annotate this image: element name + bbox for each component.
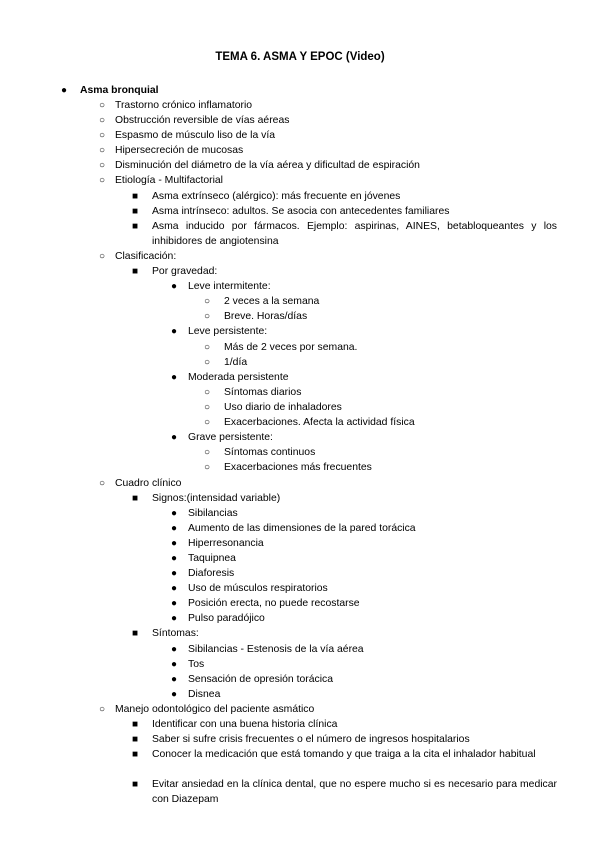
list-item: Síntomas:	[152, 628, 199, 639]
list-item: Taquipnea	[188, 553, 236, 564]
circle-bullet-icon: ○	[98, 100, 106, 111]
list-item: 1/día	[224, 357, 248, 368]
disc-bullet-icon: ●	[170, 568, 178, 579]
square-bullet-icon: ■	[131, 493, 139, 504]
list-item: Exacerbaciones más frecuentes	[224, 462, 372, 473]
disc-bullet-icon: ●	[170, 659, 178, 670]
list-item: Uso diario de inhaladores	[224, 402, 342, 413]
square-bullet-icon: ■	[131, 719, 139, 730]
disc-bullet-icon: ●	[170, 432, 178, 443]
circle-bullet-icon: ○	[203, 402, 211, 413]
disc-bullet-icon: ●	[170, 508, 178, 519]
square-bullet-icon: ■	[131, 779, 139, 790]
disc-bullet-icon: ●	[170, 644, 178, 655]
circle-bullet-icon: ○	[203, 462, 211, 473]
list-item: Trastorno crónico inflamatorio	[115, 100, 253, 111]
list-item: Diaforesis	[188, 568, 235, 579]
circle-bullet-icon: ○	[98, 130, 106, 141]
page-title: TEMA 6. ASMA Y EPOC (Video)	[215, 51, 385, 63]
circle-bullet-icon: ○	[98, 175, 106, 186]
disc-bullet-icon: ●	[170, 523, 178, 534]
list-item: Hiperresonancia	[188, 538, 264, 549]
disc-bullet-icon: ●	[170, 583, 178, 594]
circle-bullet-icon: ○	[98, 704, 106, 715]
square-bullet-icon: ■	[131, 206, 139, 217]
list-item: Signos:(intensidad variable)	[152, 493, 281, 504]
disc-bullet-icon: ●	[60, 85, 68, 96]
list-item: Asma extrínseco (alérgico): más frecuente en jóvenes	[152, 191, 401, 202]
list-item: Sibilancias - Estenosis de la vía aérea	[188, 644, 364, 655]
disc-bullet-icon: ●	[170, 674, 178, 685]
list-item: Sibilancias	[188, 508, 238, 519]
disc-bullet-icon: ●	[170, 326, 178, 337]
circle-bullet-icon: ○	[203, 387, 211, 398]
list-item: Sensación de opresión torácica	[188, 674, 333, 685]
square-bullet-icon: ■	[131, 628, 139, 639]
list-item: Evitar ansiedad en la clínica dental, que no espere mucho si es necesario para medicar con Diazepam	[152, 779, 557, 805]
disc-bullet-icon: ●	[170, 281, 178, 292]
square-bullet-icon: ■	[131, 191, 139, 202]
disc-bullet-icon: ●	[170, 553, 178, 564]
list-item: Saber si sufre crisis frecuentes o el número de ingresos hospitalarios	[152, 734, 470, 745]
disc-bullet-icon: ●	[170, 613, 178, 624]
list-item: Posición erecta, no puede recostarse	[188, 598, 360, 609]
circle-bullet-icon: ○	[203, 447, 211, 458]
list-item: Aumento de las dimensiones de la pared torácica	[188, 523, 416, 534]
list-item: Síntomas continuos	[224, 447, 316, 458]
disc-bullet-icon: ●	[170, 538, 178, 549]
disc-bullet-icon: ●	[170, 598, 178, 609]
list-item: Uso de músculos respiratorios	[188, 583, 328, 594]
list-item: Más de 2 veces por semana.	[224, 342, 358, 353]
list-item: Identificar con una buena historia clínica	[152, 719, 338, 730]
circle-bullet-icon: ○	[203, 296, 211, 307]
circle-bullet-icon: ○	[203, 342, 211, 353]
list-item: Grave persistente:	[188, 432, 273, 443]
list-item: Leve intermitente:	[188, 281, 271, 292]
list-item: Síntomas diarios	[224, 387, 302, 398]
circle-bullet-icon: ○	[98, 478, 106, 489]
circle-bullet-icon: ○	[98, 251, 106, 262]
circle-bullet-icon: ○	[98, 115, 106, 126]
list-item: Espasmo de músculo liso de la vía	[115, 130, 275, 141]
disc-bullet-icon: ●	[170, 689, 178, 700]
list-item: Asma inducido por fármacos. Ejemplo: aspirinas, AINES, betabloqueantes y los inhibidores de angiotensina	[152, 221, 557, 247]
list-item: 2 veces a la semana	[224, 296, 320, 307]
list-item: Hipersecreción de mucosas	[115, 145, 244, 156]
circle-bullet-icon: ○	[203, 357, 211, 368]
disc-bullet-icon: ●	[170, 372, 178, 383]
list-item: Asma intrínseco: adultos. Se asocia con antecedentes familiares	[152, 206, 450, 217]
list-item: Disminución del diámetro de la vía aérea y dificultad de espiración	[115, 160, 420, 171]
list-item: Moderada persistente	[188, 372, 289, 383]
list-item: Por gravedad:	[152, 266, 218, 277]
circle-bullet-icon: ○	[98, 160, 106, 171]
list-item: Disnea	[188, 689, 221, 700]
circle-bullet-icon: ○	[98, 145, 106, 156]
square-bullet-icon: ■	[131, 221, 139, 232]
list-item: Obstrucción reversible de vías aéreas	[115, 115, 290, 126]
circle-bullet-icon: ○	[203, 311, 211, 322]
list-item: Leve persistente:	[188, 326, 268, 337]
square-bullet-icon: ■	[131, 749, 139, 760]
list-item: Clasificación:	[115, 251, 177, 262]
list-item: Etiología - Multifactorial	[115, 175, 223, 186]
list-item: Tos	[188, 659, 205, 670]
circle-bullet-icon: ○	[203, 417, 211, 428]
list-item: Cuadro clínico	[115, 478, 182, 489]
square-bullet-icon: ■	[131, 266, 139, 277]
list-item: Manejo odontológico del paciente asmático	[115, 704, 315, 715]
list-item: Conocer la medicación que está tomando y que traiga a la cita el inhalador habitual	[152, 749, 536, 760]
square-bullet-icon: ■	[131, 734, 139, 745]
list-item: Asma bronquial	[80, 85, 159, 96]
list-item: Exacerbaciones. Afecta la actividad física	[224, 417, 415, 428]
list-item: Breve. Horas/días	[224, 311, 308, 322]
list-item: Pulso paradójico	[188, 613, 265, 624]
